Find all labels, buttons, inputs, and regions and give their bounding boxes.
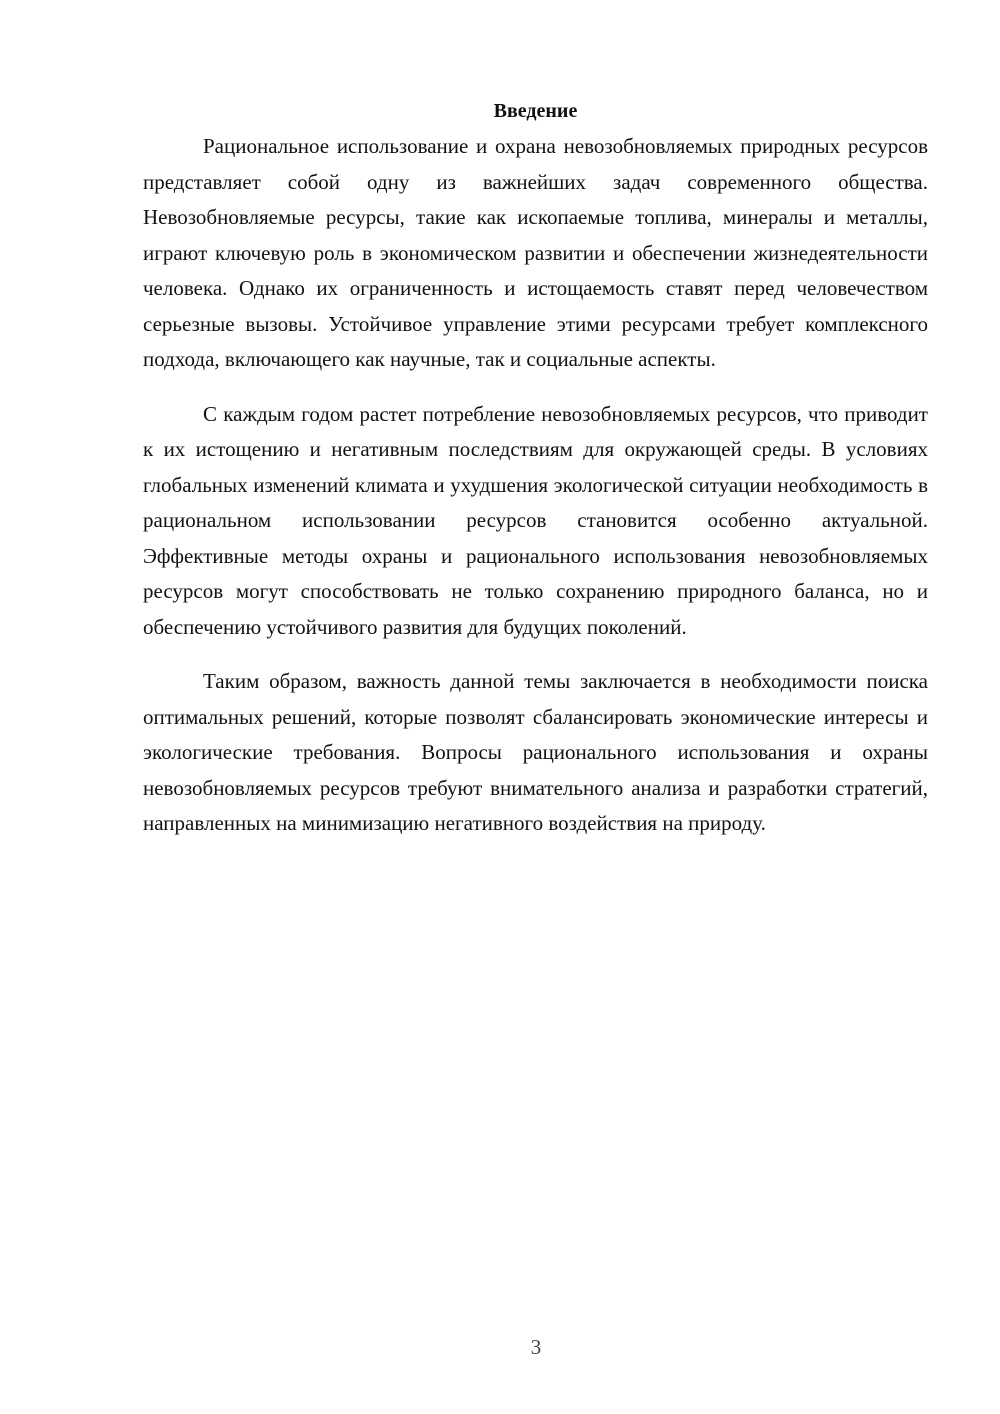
section-title: Введение [493, 100, 578, 122]
page-content [143, 95, 928, 861]
paragraph-2: С каждым годом растет потребление невозобновляемых ресурсов, что приводит к их истощению и негативным последствиям для окружающей среды. В условиях глобальных изменений климата и ухудшения экологической ситуации необходимость в рациональном использовании ресурсов становится особенно актуальной. Эффективные методы охраны и рационального использования невозобновляемых ресурсов могут способствовать не только сохранению природного баланса, но и обеспечению устойчивого развития для будущих поколений. [143, 401, 928, 639]
page-number: 3 [530, 1335, 542, 1359]
paragraph-3: Таким образом, важность данной темы заключается в необходимости поиска оптимальных решений, которые позволят сбалансировать экономические интересы и экологические требования. Вопросы рационального использования и охраны невозобновляемых ресурсов требуют внимательного анализа и разработки стратегий, направленных на минимизацию негативного воздействия на природу. [143, 669, 928, 835]
paragraph-1: Рациональное использование и охрана невозобновляемых природных ресурсов представляет собой одну из важнейших задач современного общества. Невозобновляемые ресурсы, такие как ископаемые топлива, минералы и металлы, играют ключевую роль в экономическом развитии и обеспечении жизнедеятельности человека. Однако их ограниченность и истощаемость ставят перед человечеством серьезные вызовы. Устойчивое управление этими ресурсами требует комплексного подхода, включающего как научные, так и социальные аспекты. [143, 134, 928, 371]
